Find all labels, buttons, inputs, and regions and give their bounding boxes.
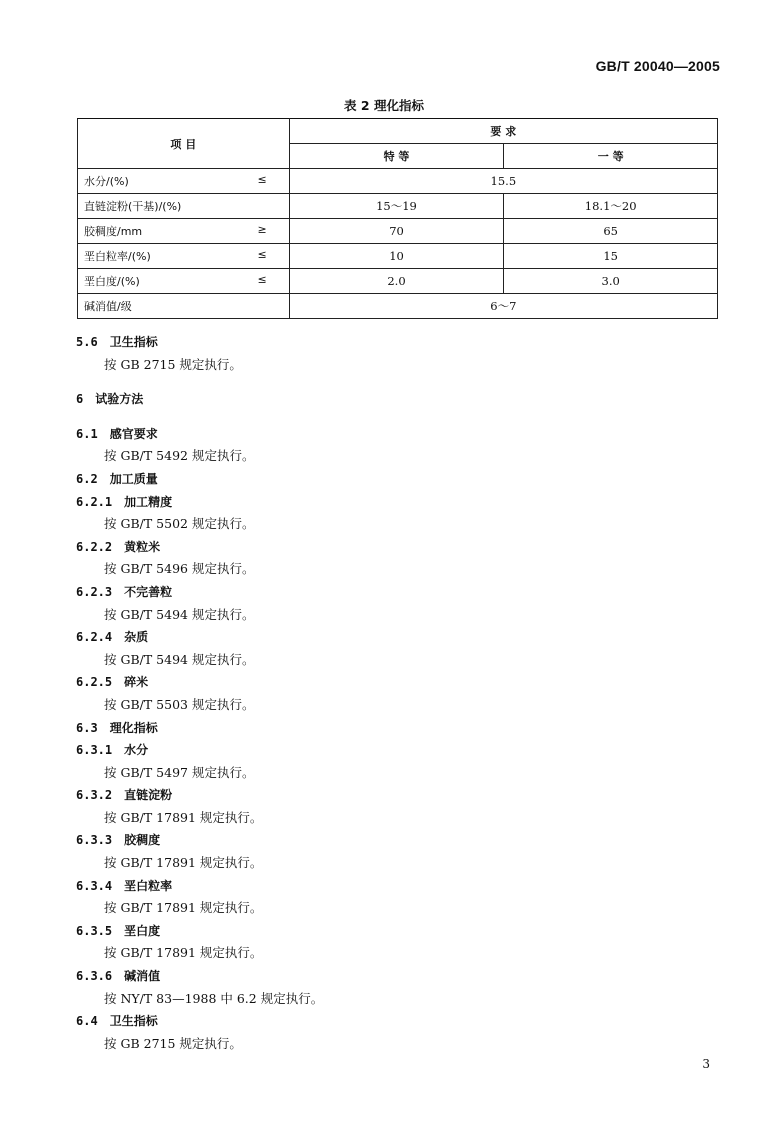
section-body: 按 NY/T 83—1988 中 6.2 规定执行。 [104,990,324,1006]
section-body: 按 GB/T 17891 规定执行。 [104,809,263,825]
section-body: 按 GB 2715 规定执行。 [104,1035,242,1051]
section-number: 6.1 [76,426,98,441]
section-heading [76,468,716,491]
section-number: 6.3.5 [76,923,113,938]
section-number: 6.3.3 [76,833,113,848]
section-body: 按 GB/T 5496 规定执行。 [104,561,255,577]
section-title: 垩白度 [124,923,161,938]
section-title: 感官要求 [109,426,158,441]
section-body: 按 GB/T 5492 规定执行。 [104,448,255,464]
section-body: 按 GB/T 5497 规定执行。 [104,764,255,780]
document-body [76,331,716,1055]
row-item-cell [78,294,290,319]
section-title: 碱消值 [124,969,161,984]
row-operator: ≤ [257,173,267,186]
section-body: 按 GB/T 17891 规定执行。 [104,855,263,871]
section-number: 6.2.2 [76,539,113,554]
row-item-name: 垩白粒率/(%) [84,250,151,263]
section-number: 6.2 [76,471,98,486]
table-row [78,219,718,244]
section-body: 按 GB/T 17891 规定执行。 [104,945,263,961]
section-title: 不完善粒 [124,584,173,599]
row-value-first: 15 [504,244,718,269]
section-heading [76,491,716,514]
section-heading [76,388,716,411]
section-title: 加工质量 [109,471,158,486]
row-value-merged: 15.5 [289,169,717,194]
section-heading [76,829,716,852]
row-value-first: 65 [504,219,718,244]
row-item-name: 垩白度/(%) [84,275,140,288]
section-title: 直链淀粉 [124,788,173,803]
table-row [78,169,718,194]
section-body: 按 GB/T 5502 规定执行。 [104,516,255,532]
section-number: 6.2.1 [76,494,113,509]
section-heading [76,1010,716,1033]
section-title: 杂质 [124,630,149,645]
section-body: 按 GB 2715 规定执行。 [104,356,242,372]
section-number: 6.2.3 [76,584,113,599]
section-number: 5.6 [76,335,98,349]
section-number: 6.2.5 [76,675,113,690]
section-heading [76,920,716,943]
table-row [78,294,718,319]
row-item-cell [78,194,290,219]
section-heading [76,784,716,807]
section-number: 6.3 [76,720,98,735]
table-title: 表 2 理化指标 [344,98,424,113]
section-body: 按 GB/T 5494 规定执行。 [104,606,255,622]
section-title: 理化指标 [109,720,158,735]
section-title: 黄粒米 [124,539,161,554]
section-title: 卫生指标 [109,335,158,349]
section-number: 6.3.1 [76,743,113,758]
physicochemical-table [77,118,718,319]
section-title: 加工精度 [124,494,173,509]
row-item-cell [78,219,290,244]
row-item-name: 直链淀粉(干基)/(%) [84,200,182,213]
row-item-name: 水分/(%) [84,175,129,188]
table-row [78,269,718,294]
section-number: 6.3.4 [76,878,113,893]
section-heading [76,671,716,694]
section-heading [76,423,716,446]
table-row [78,244,718,269]
row-value-special: 70 [289,219,504,244]
header-requirement: 要 求 [289,119,717,144]
section-number: 6 [76,392,84,407]
section-heading [76,965,716,988]
row-value-first: 3.0 [504,269,718,294]
section-body: 按 GB/T 5494 规定执行。 [104,651,255,667]
row-value-special: 2.0 [289,269,504,294]
section-body: 按 GB/T 5503 规定执行。 [104,696,255,712]
section-heading [76,739,716,762]
section-title: 垩白粒率 [124,878,173,893]
standard-code: GB/T 20040—2005 [595,58,720,74]
section-title: 水分 [124,743,149,758]
section-number: 6.3.2 [76,788,113,803]
row-value-merged: 6～7 [289,294,717,319]
row-item-cell [78,244,290,269]
row-operator: ≤ [257,273,267,286]
row-operator: ≥ [257,223,267,236]
section-heading [76,717,716,740]
header-grade-special: 特 等 [289,144,504,169]
section-body: 按 GB/T 17891 规定执行。 [104,900,263,916]
section-heading [76,875,716,898]
row-item-cell [78,169,290,194]
row-operator: ≤ [257,248,267,261]
section-number: 6.2.4 [76,630,113,645]
section-title: 胶稠度 [124,833,161,848]
section-heading [76,536,716,559]
section-title: 试验方法 [95,392,144,407]
section-heading [76,331,716,354]
section-heading [76,581,716,604]
section-number: 6.3.6 [76,969,113,984]
row-item-cell [78,269,290,294]
header-grade-first: 一 等 [504,144,718,169]
row-value-special: 15～19 [289,194,504,219]
section-title: 卫生指标 [109,1014,158,1029]
section-number: 6.4 [76,1014,98,1029]
section-title: 碎米 [124,675,149,690]
row-value-first: 18.1～20 [504,194,718,219]
row-item-name: 胶稠度/mm [84,225,143,238]
row-item-name: 碱消值/级 [84,300,132,313]
table-row [78,194,718,219]
row-value-special: 10 [289,244,504,269]
page-number: 3 [702,1057,710,1071]
header-item: 项 目 [78,119,290,169]
section-heading [76,626,716,649]
